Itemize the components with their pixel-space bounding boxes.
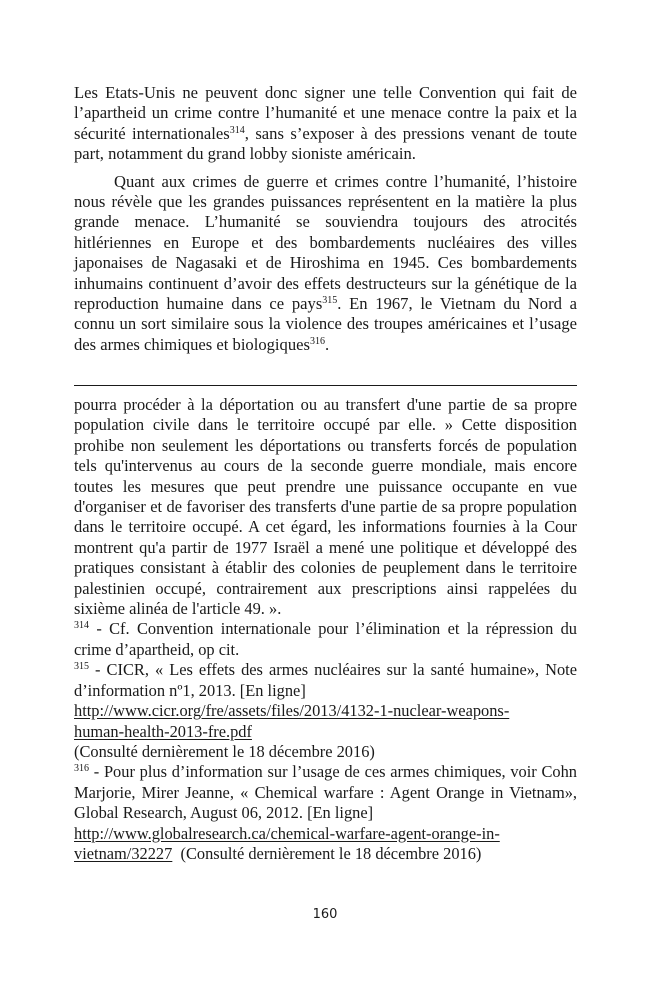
footnote-ref-315[interactable]: 315 [322,295,338,307]
link-line-2: vietnam/32227 [74,843,173,863]
link-line-1: http://www.globalresearch.ca/chemical-warfare-agent-orange-in- [74,823,500,843]
footnote-314 [74,619,577,660]
main-text [74,83,577,355]
paragraph-text: . En 1967, le Vietnam du Nord a connu un sort similaire sous la violence des troupes américaines et l’usage des armes chimiques et biologiques [74,294,577,354]
footnotes [74,395,577,864]
paragraph-text: . [324,334,330,354]
page-number: 160 [312,907,338,922]
paragraph-1 [74,83,577,165]
footnote-number: 314 [74,620,89,632]
footnote-ref-314[interactable]: 314 [229,124,245,136]
footnote-separator [74,385,577,386]
paragraph-2 [74,172,577,356]
footnote-number: 315 [74,661,89,673]
footnote-number: 316 [74,763,89,775]
footnote-316 [74,762,577,823]
footnote-315-link[interactable] [74,701,509,740]
paragraph-text: Les Etats-Unis ne peuvent donc signer une telle Convention qui fait de l’apartheid un crime contre l’humanité et une menace contre la paix et la sécurité internationales [74,83,577,143]
footnote-continuation: pourra procéder à la déportation ou au transfert d'une partie de sa propre population civile dans le territoire occupé par elle. » Cette disposition prohibe non seulement les déportations ou transferts forcés de population tels qu'intervenus au cours de la seconde guerre mondiale, mais encore toutes les mesures que peut prendre une puissance occupante en vue d'organiser et de favoriser des transferts d'une partie de sa propre population dans le territoire occupé. A cet égard, les informations fournies à la Cour montrent qu'a partir de 1977 Israël a mené une politique et développé des pratiques consistant à établir des colonies de peuplement dans le territoire palestinien occupé, contrairement aux prescriptions ainsi rappelées du sixième alinéa de l'article 49. ». [74,395,577,619]
footnote-315-link-block [74,701,577,762]
footnote-315 [74,660,577,701]
paragraph-text: , sans s’exposer à des pressions venant de toute part, notamment du grand lobby sioniste américain. [74,123,577,164]
consulted-date: (Consulté dernièrement le 18 décembre 2016) [172,843,482,863]
footnote-ref-316[interactable]: 316 [309,335,325,347]
footnote-text: - Cf. Convention internationale pour l’élimination et la répression du crime d’apartheid, op cit. [74,619,577,659]
footnote-316-link-block [74,824,577,865]
consulted-date: (Consulté dernièrement le 18 décembre 2016) [74,741,375,761]
paragraph-text: Quant aux crimes de guerre et crimes contre l’humanité, l’histoire nous révèle que les grandes puissances représentent en la matière la plus grande menace. L’humanité se souviendra toujours des atrocités hitlériennes en Europe et des bombardements nucléaires des villes japonaises de Nagasaki et de Hiroshima en 1945. Ces bombardements inhumains continuent d’avoir des effets destructeurs sur la génétique de la reproduction humaine dans ce pays [74,171,577,314]
link-line-2: human-health-2013-fre.pdf [74,721,252,741]
link-line-1: http://www.cicr.org/fre/assets/files/2013/4132-1-nuclear-weapons- [74,701,510,721]
footnote-text: - CICR, « Les effets des armes nucléaires sur la santé humaine», Note d’information nº1, 2013. [En ligne] [74,660,577,700]
footnote-text: - Pour plus d’information sur l’usage de ces armes chimiques, voir Cohn Marjorie, Mirer Jeanne, « Chemical warfare : Agent Orange in Vietnam», Global Research, August 06, 2012. [En ligne] [74,762,577,823]
